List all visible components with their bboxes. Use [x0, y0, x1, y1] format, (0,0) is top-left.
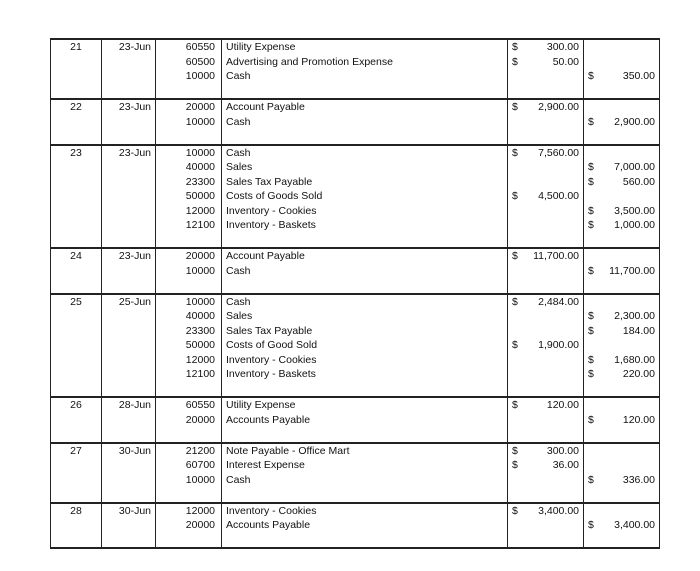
account-number: 20000	[156, 99, 222, 115]
currency-symbol: $	[588, 219, 594, 232]
account-description	[222, 487, 508, 503]
table-row	[51, 248, 660, 264]
account-description: Accounts Payable	[222, 413, 508, 428]
entry-number: 23	[51, 145, 102, 161]
entry-date: 23-Jun	[102, 39, 156, 55]
account-number: 40000	[156, 160, 222, 175]
account-number	[156, 382, 222, 398]
account-description: Sales Tax Payable	[222, 175, 508, 190]
account-description: Cash	[222, 473, 508, 488]
currency-symbol: $	[512, 101, 518, 114]
entry-number: 28	[51, 503, 102, 519]
account-number: 12000	[156, 503, 222, 519]
journal-body	[51, 39, 660, 548]
debit-cell-amount: 2,900.00	[538, 101, 579, 114]
account-number: 40000	[156, 309, 222, 324]
currency-symbol: $	[588, 368, 594, 381]
entry-number	[51, 367, 102, 382]
entry-number	[51, 458, 102, 473]
entry-number	[51, 204, 102, 219]
credit-cell	[584, 533, 660, 549]
table-row	[51, 145, 660, 161]
credit-cell	[584, 518, 660, 533]
currency-symbol: $	[512, 504, 518, 517]
table-row	[51, 160, 660, 175]
entry-number	[51, 175, 102, 190]
account-number: 50000	[156, 338, 222, 353]
credit-cell	[584, 382, 660, 398]
table-row	[51, 397, 660, 413]
account-description: Cash	[222, 69, 508, 84]
currency-symbol: $	[588, 161, 594, 174]
credit-cell	[584, 189, 660, 204]
entry-date	[102, 160, 156, 175]
account-description: Sales	[222, 160, 508, 175]
entry-number	[51, 264, 102, 279]
debit-cell	[508, 145, 584, 161]
credit-cell-amount: 3,400.00	[614, 519, 655, 532]
account-number: 10000	[156, 145, 222, 161]
currency-symbol: $	[512, 295, 518, 308]
account-description	[222, 129, 508, 145]
debit-cell	[508, 413, 584, 428]
entry-date	[102, 487, 156, 503]
credit-cell-amount: 350.00	[622, 70, 655, 83]
account-description: Costs of Goods Sold	[222, 189, 508, 204]
credit-cell	[584, 115, 660, 130]
debit-cell	[508, 324, 584, 339]
table-row	[51, 324, 660, 339]
account-description: Inventory - Cookies	[222, 204, 508, 219]
currency-symbol: $	[512, 190, 518, 203]
credit-cell	[584, 175, 660, 190]
entry-date	[102, 427, 156, 443]
credit-cell	[584, 324, 660, 339]
entry-number	[51, 160, 102, 175]
debit-cell	[508, 367, 584, 382]
account-number: 50000	[156, 189, 222, 204]
entry-number	[51, 218, 102, 233]
debit-cell	[508, 458, 584, 473]
entry-date	[102, 518, 156, 533]
account-description: Sales Tax Payable	[222, 324, 508, 339]
debit-cell	[508, 338, 584, 353]
table-row	[51, 55, 660, 70]
account-description	[222, 533, 508, 549]
debit-cell-amount: 300.00	[546, 41, 579, 54]
account-number: 21200	[156, 443, 222, 459]
credit-cell	[584, 503, 660, 519]
table-row	[51, 367, 660, 382]
entry-number: 24	[51, 248, 102, 264]
account-number: 12000	[156, 204, 222, 219]
account-number: 23300	[156, 175, 222, 190]
credit-cell	[584, 160, 660, 175]
account-number: 23300	[156, 324, 222, 339]
account-number	[156, 84, 222, 100]
credit-cell-amount: 1,680.00	[614, 353, 655, 366]
debit-cell	[508, 278, 584, 294]
account-description: Account Payable	[222, 99, 508, 115]
entry-date	[102, 338, 156, 353]
table-row	[51, 533, 660, 549]
table-row	[51, 338, 660, 353]
entry-date	[102, 473, 156, 488]
account-description	[222, 427, 508, 443]
debit-cell	[508, 309, 584, 324]
entry-number	[51, 353, 102, 368]
debit-cell-amount: 36.00	[552, 459, 579, 472]
credit-cell-amount: 336.00	[622, 473, 655, 486]
currency-symbol: $	[512, 250, 518, 263]
debit-cell	[508, 443, 584, 459]
account-number: 10000	[156, 294, 222, 310]
entry-date	[102, 264, 156, 279]
entry-number	[51, 309, 102, 324]
account-number	[156, 278, 222, 294]
debit-cell	[508, 84, 584, 100]
debit-cell-amount: 3,400.00	[538, 504, 579, 517]
entry-date: 23-Jun	[102, 248, 156, 264]
account-description: Interest Expense	[222, 458, 508, 473]
debit-cell	[508, 382, 584, 398]
debit-cell	[508, 160, 584, 175]
entry-number	[51, 233, 102, 249]
credit-cell	[584, 294, 660, 310]
table-row	[51, 473, 660, 488]
account-number: 20000	[156, 248, 222, 264]
credit-cell	[584, 248, 660, 264]
table-row	[51, 264, 660, 279]
currency-symbol: $	[512, 399, 518, 412]
account-number: 60700	[156, 458, 222, 473]
entry-number	[51, 518, 102, 533]
table-row	[51, 278, 660, 294]
table-row	[51, 487, 660, 503]
entry-date	[102, 189, 156, 204]
entry-number: 26	[51, 397, 102, 413]
entry-date	[102, 115, 156, 130]
account-number	[156, 233, 222, 249]
credit-cell	[584, 264, 660, 279]
entry-number	[51, 129, 102, 145]
debit-cell	[508, 189, 584, 204]
credit-cell	[584, 427, 660, 443]
debit-cell	[508, 397, 584, 413]
entry-number	[51, 473, 102, 488]
table-row	[51, 413, 660, 428]
entry-number: 21	[51, 39, 102, 55]
credit-cell	[584, 145, 660, 161]
entry-date	[102, 218, 156, 233]
credit-cell	[584, 367, 660, 382]
table-row	[51, 427, 660, 443]
debit-cell	[508, 129, 584, 145]
entry-date	[102, 233, 156, 249]
account-number	[156, 427, 222, 443]
entry-number: 22	[51, 99, 102, 115]
account-description: Cash	[222, 294, 508, 310]
entry-date	[102, 533, 156, 549]
account-number: 12000	[156, 353, 222, 368]
credit-cell	[584, 397, 660, 413]
account-number: 20000	[156, 413, 222, 428]
account-description: Note Payable - Office Mart	[222, 443, 508, 459]
entry-date	[102, 309, 156, 324]
entry-number	[51, 189, 102, 204]
debit-cell-amount: 300.00	[546, 444, 579, 457]
table-row	[51, 294, 660, 310]
table-row	[51, 518, 660, 533]
account-description: Costs of Good Sold	[222, 338, 508, 353]
credit-cell-amount: 11,700.00	[609, 264, 655, 277]
account-description: Inventory - Cookies	[222, 503, 508, 519]
entry-number	[51, 324, 102, 339]
currency-symbol: $	[588, 204, 594, 217]
debit-cell	[508, 218, 584, 233]
debit-cell-amount: 1,900.00	[538, 339, 579, 352]
credit-cell	[584, 278, 660, 294]
account-description: Sales	[222, 309, 508, 324]
credit-cell	[584, 55, 660, 70]
credit-cell	[584, 84, 660, 100]
table-row	[51, 233, 660, 249]
entry-date	[102, 129, 156, 145]
entry-date: 28-Jun	[102, 397, 156, 413]
currency-symbol: $	[588, 324, 594, 337]
currency-symbol: $	[512, 339, 518, 352]
entry-number	[51, 487, 102, 503]
entry-number: 25	[51, 294, 102, 310]
currency-symbol: $	[512, 146, 518, 159]
debit-cell	[508, 294, 584, 310]
table-row	[51, 382, 660, 398]
entry-number	[51, 338, 102, 353]
account-description: Inventory - Baskets	[222, 367, 508, 382]
currency-symbol: $	[588, 413, 594, 426]
debit-cell	[508, 39, 584, 55]
credit-cell	[584, 309, 660, 324]
account-description: Utility Expense	[222, 397, 508, 413]
table-row	[51, 39, 660, 55]
debit-cell	[508, 55, 584, 70]
journal-table	[50, 38, 660, 549]
credit-cell-amount: 220.00	[622, 368, 655, 381]
account-number: 10000	[156, 473, 222, 488]
debit-cell	[508, 69, 584, 84]
debit-cell-amount: 4,500.00	[538, 190, 579, 203]
currency-symbol: $	[588, 264, 594, 277]
credit-cell	[584, 338, 660, 353]
account-description: Inventory - Baskets	[222, 218, 508, 233]
debit-cell	[508, 248, 584, 264]
table-row	[51, 218, 660, 233]
debit-cell	[508, 115, 584, 130]
credit-cell-amount: 184.00	[622, 324, 655, 337]
debit-cell	[508, 518, 584, 533]
entry-date	[102, 204, 156, 219]
account-number: 10000	[156, 69, 222, 84]
debit-cell-amount: 2,484.00	[538, 295, 579, 308]
account-number: 60550	[156, 39, 222, 55]
debit-cell-amount: 7,560.00	[538, 146, 579, 159]
entry-number	[51, 413, 102, 428]
credit-cell	[584, 473, 660, 488]
table-row	[51, 443, 660, 459]
credit-cell	[584, 39, 660, 55]
entry-date	[102, 84, 156, 100]
debit-cell-amount: 11,700.00	[533, 250, 579, 263]
table-row	[51, 204, 660, 219]
credit-cell-amount: 1,000.00	[614, 219, 655, 232]
table-row	[51, 353, 660, 368]
account-description: Cash	[222, 264, 508, 279]
debit-cell	[508, 264, 584, 279]
entry-date	[102, 367, 156, 382]
table-row	[51, 99, 660, 115]
credit-cell	[584, 458, 660, 473]
debit-cell	[508, 204, 584, 219]
account-number	[156, 533, 222, 549]
entry-date	[102, 458, 156, 473]
credit-cell-amount: 120.00	[622, 413, 655, 426]
account-description: Advertising and Promotion Expense	[222, 55, 508, 70]
credit-cell	[584, 413, 660, 428]
debit-cell	[508, 427, 584, 443]
account-description: Cash	[222, 145, 508, 161]
account-description: Account Payable	[222, 248, 508, 264]
entry-date	[102, 69, 156, 84]
credit-cell	[584, 129, 660, 145]
debit-cell	[508, 487, 584, 503]
account-number: 12100	[156, 367, 222, 382]
account-description: Utility Expense	[222, 39, 508, 55]
currency-symbol: $	[512, 41, 518, 54]
credit-cell-amount: 2,900.00	[614, 115, 655, 128]
account-number: 20000	[156, 518, 222, 533]
credit-cell-amount: 2,300.00	[614, 310, 655, 323]
currency-symbol: $	[512, 444, 518, 457]
account-number	[156, 487, 222, 503]
currency-symbol: $	[588, 115, 594, 128]
entry-number	[51, 69, 102, 84]
debit-cell	[508, 175, 584, 190]
entry-date: 23-Jun	[102, 99, 156, 115]
account-description: Inventory - Cookies	[222, 353, 508, 368]
entry-number	[51, 278, 102, 294]
table-row	[51, 69, 660, 84]
currency-symbol: $	[512, 459, 518, 472]
entry-number: 27	[51, 443, 102, 459]
debit-cell	[508, 473, 584, 488]
entry-date	[102, 353, 156, 368]
table-row	[51, 458, 660, 473]
currency-symbol: $	[588, 310, 594, 323]
entry-number	[51, 427, 102, 443]
account-description	[222, 278, 508, 294]
credit-cell-amount: 560.00	[622, 175, 655, 188]
credit-cell-amount: 7,000.00	[614, 161, 655, 174]
debit-cell	[508, 233, 584, 249]
credit-cell	[584, 443, 660, 459]
entry-date	[102, 278, 156, 294]
entry-date	[102, 382, 156, 398]
credit-cell	[584, 353, 660, 368]
entry-number	[51, 115, 102, 130]
credit-cell	[584, 69, 660, 84]
account-number: 10000	[156, 264, 222, 279]
account-number: 60550	[156, 397, 222, 413]
credit-cell	[584, 487, 660, 503]
entry-number	[51, 84, 102, 100]
account-description: Accounts Payable	[222, 518, 508, 533]
entry-date: 30-Jun	[102, 443, 156, 459]
entry-date: 23-Jun	[102, 145, 156, 161]
table-row	[51, 309, 660, 324]
table-row	[51, 115, 660, 130]
table-row	[51, 129, 660, 145]
credit-cell	[584, 218, 660, 233]
account-description	[222, 233, 508, 249]
account-description	[222, 84, 508, 100]
currency-symbol: $	[588, 175, 594, 188]
currency-symbol: $	[588, 353, 594, 366]
debit-cell	[508, 503, 584, 519]
entry-date	[102, 175, 156, 190]
table-row	[51, 84, 660, 100]
currency-symbol: $	[588, 473, 594, 486]
debit-cell	[508, 99, 584, 115]
debit-cell-amount: 50.00	[552, 55, 579, 68]
account-number	[156, 129, 222, 145]
table-row	[51, 175, 660, 190]
entry-date: 25-Jun	[102, 294, 156, 310]
account-number: 10000	[156, 115, 222, 130]
entry-date	[102, 55, 156, 70]
credit-cell	[584, 99, 660, 115]
entry-number	[51, 533, 102, 549]
credit-cell	[584, 204, 660, 219]
debit-cell	[508, 353, 584, 368]
credit-cell	[584, 233, 660, 249]
debit-cell	[508, 533, 584, 549]
account-description	[222, 382, 508, 398]
account-description: Cash	[222, 115, 508, 130]
currency-symbol: $	[512, 55, 518, 68]
currency-symbol: $	[588, 70, 594, 83]
entry-date: 30-Jun	[102, 503, 156, 519]
entry-number	[51, 55, 102, 70]
account-number: 12100	[156, 218, 222, 233]
credit-cell-amount: 3,500.00	[614, 204, 655, 217]
account-number: 60500	[156, 55, 222, 70]
entry-date	[102, 413, 156, 428]
debit-cell-amount: 120.00	[546, 399, 579, 412]
entry-date	[102, 324, 156, 339]
currency-symbol: $	[588, 519, 594, 532]
table-row	[51, 503, 660, 519]
entry-number	[51, 382, 102, 398]
table-row	[51, 189, 660, 204]
